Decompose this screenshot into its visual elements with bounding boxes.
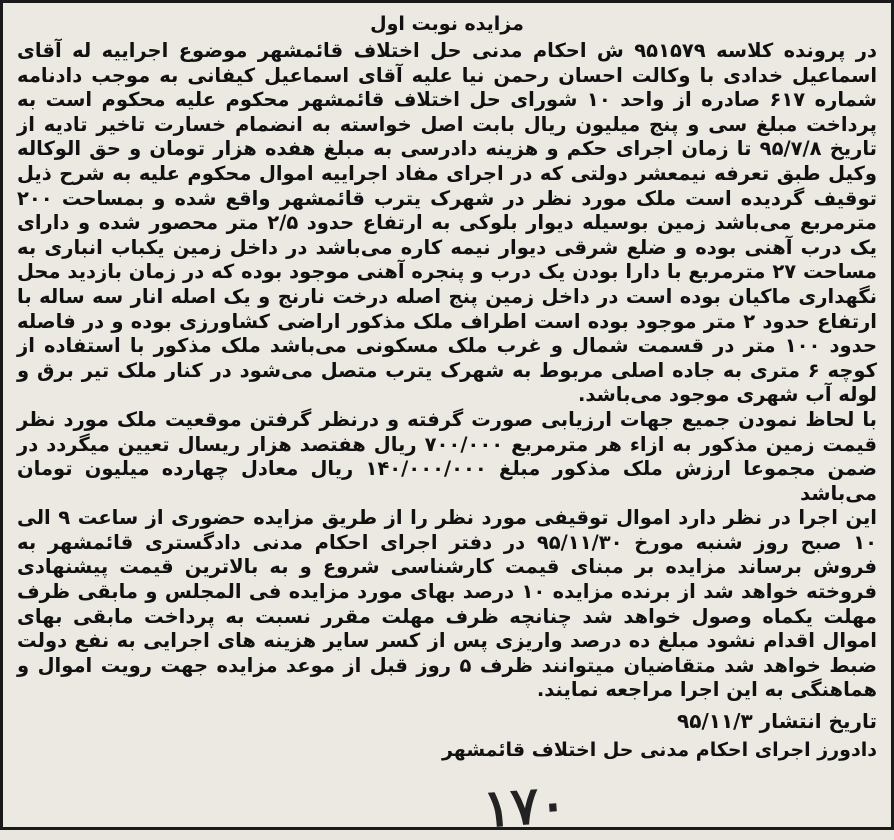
notice-body <box>17 39 877 703</box>
notice-title: مزایده نوبت اول <box>370 13 524 35</box>
notice-paragraph-3: این اجرا در نظر دارد اموال توقیفی مورد نظر را از طریق مزایده حضوری از ساعت ۹ الی ۱۰ صبح روز شنبه مورخ ۹۵/۱۱/۳۰ در دفتر اجرای احکام مدنی دادگستری قائمشهر به فروش برساند مزایده بر مبنای قیمت کارشناسی شروع و به بالاترین قیمت پیشنهادی فروخته خواهد شد از برنده مزایده ۱۰ درصد بهای مورد مزایده فی المجلس و مابقی ظرف مهلت یکماه وصول خواهد شد چنانچه ظرف مهلت مقرر نسبت به پرداخت مابقی بهای اموال اقدام نشود مبلغ ده درصد واریزی پس از کسر سایر هزینه های اجرایی به نفع دولت ضبط خواهد شد متقاضیان میتوانند ظرف ۵ روز قبل از موعد مزایده جهت رویت اموال و هماهنگی به این اجرا مراجعه نمایند. <box>17 506 878 702</box>
publish-date: تاریخ انتشار ۹۵/۱۱/۳ <box>677 709 877 734</box>
signature-line: دادورز اجرای احکام مدنی حل اختلاف قائمشهر <box>441 739 877 762</box>
handwritten-number-stamp: ۱۷۰ <box>480 773 569 840</box>
notice-paragraph-1: در پرونده کلاسه ۹۵۱۵۷۹ ش احکام مدنی حل اختلاف قائمشهر موضوع اجراییه له آقای اسماعیل خدادی با وکالت احسان رحمن نیا علیه آقای اسماعیل کیفانی به موجب دادنامه شماره ۶۱۷ صادره از واحد ۱۰ شورای حل اختلاف قائمشهر محکوم علیه محکوم است به پرداخت مبلغ سی و پنج میلیون ریال بابت اصل خواسته به انضمام خسارت تاخیر تادیه از تاریخ ۹۵/۷/۸ تا زمان اجرای حکم و هزینه دادرسی به مبلغ هفده هزار تومان و حق الوکاله وکیل طبق تعرفه نیمعشر دولتی که در اجرای مفاد اجراییه اموال محکوم علیه به شرح ذیل توقیف گردیده است ملک مورد نظر در شهرک یترب قائمشهر واقع شده و بمساحت ۲۰۰ مترمربع می‌باشد زمین بوسیله دیوار بلوکی به ارتفاع حدود ۲/۵ متر محصور شده و دارای یک درب آهنی بوده و ضلع شرقی دیوار نیمه کاره می‌باشد در داخل زمین یکباب انباری به مساحت ۲۷ مترمربع با دارا بودن یک درب و پنجره آهنی موجود بوده که در زمان بازدید محل نگهداری ماکیان بوده است در داخل زمین پنج اصله درخت نارنج و یک اصله انار سه ساله با ارتفاع حدود ۲ متر موجود بوده است اطراف ملک مذکور اراضی کشاورزی بوده و در فاصله حدود ۱۰۰ متر در قسمت شمال و غرب ملک مسکونی می‌باشد ملک مذکور با استفاده از کوچه ۶ متری به جاده اصلی مربوط به شهرک یترب متصل می‌شود در کنار ملک تیر برق و لوله آب شهری موجود می‌باشد. <box>17 39 877 407</box>
notice-paragraph-2: با لحاظ نمودن جمیع جهات ارزیابی صورت گرفته و درنظر گرفتن موقعیت ملک مورد نظر قیمت زمین مذکور به ازاء هر مترمربع ۷۰۰/۰۰۰ ریال هفتصد هزار ریسال تعیین میگردد در ضمن مجموعا ارزش ملک مذکور مبلغ ۱۴۰/۰۰۰/۰۰۰ ریال معادل چهارده میلیون تومان می‌باشد <box>17 407 877 505</box>
